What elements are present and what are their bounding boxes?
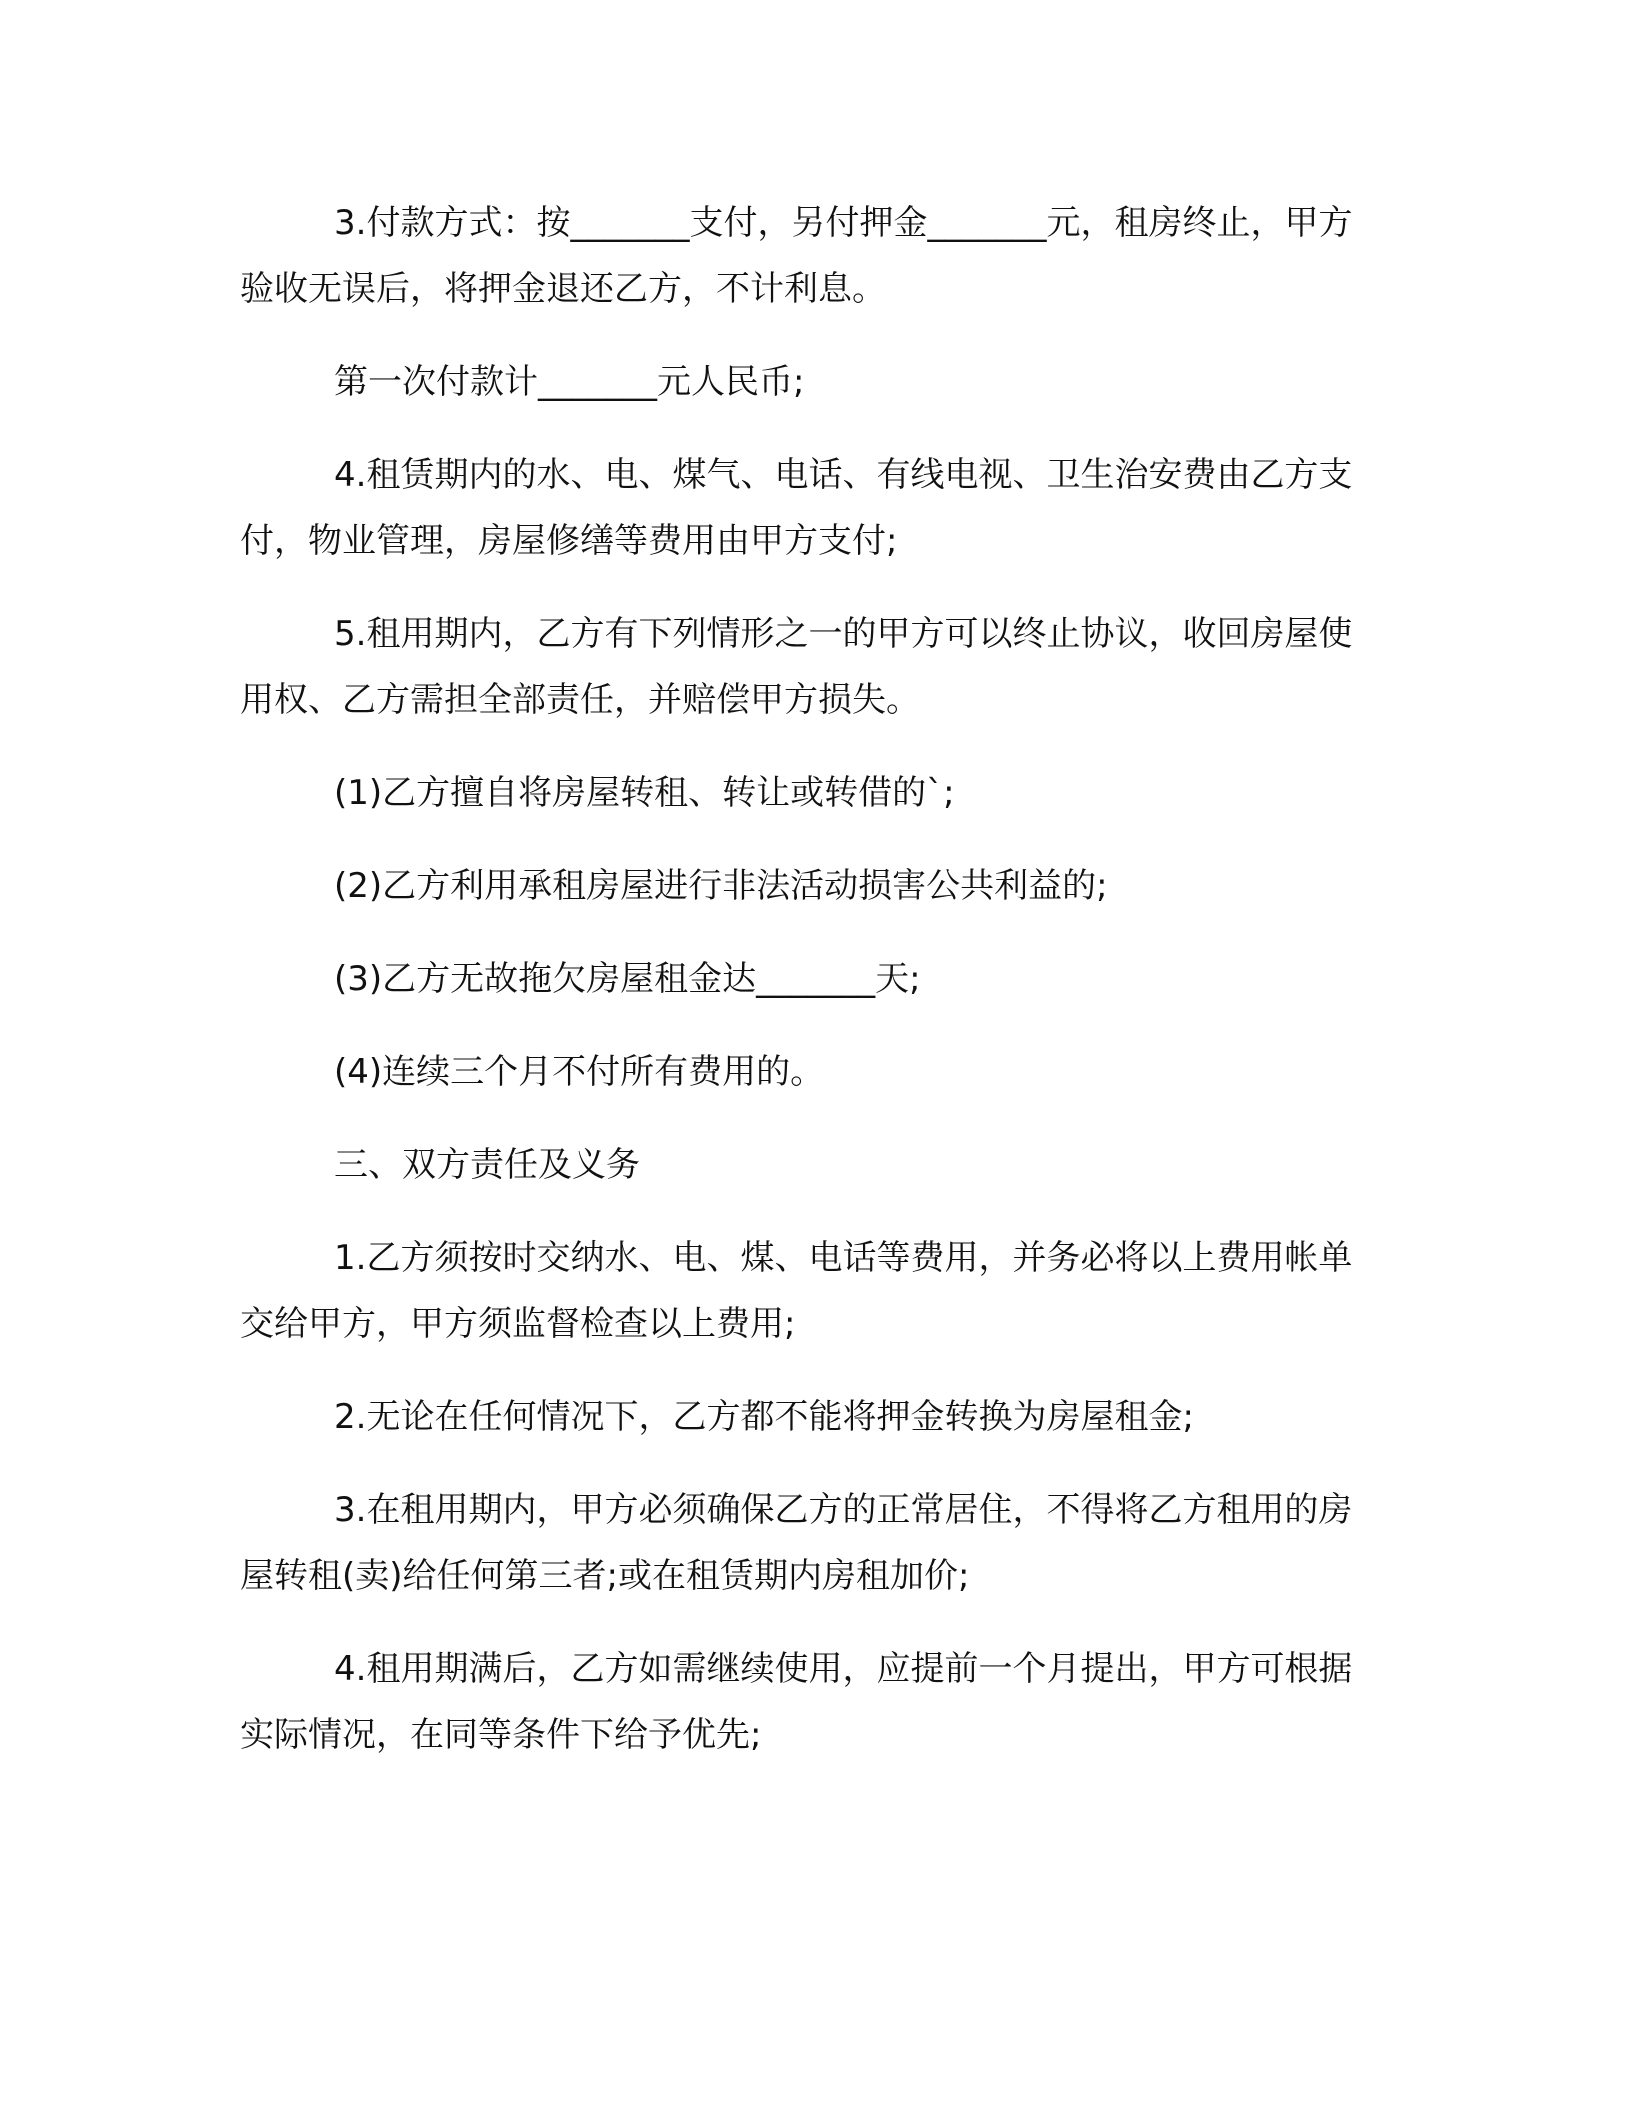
paragraph-utility-fees: 4.租赁期内的水、电、煤气、电话、有线电视、卫生治安费由乙方支付，物业管理，房屋修缮等费用由甲方支付; bbox=[240, 455, 1353, 561]
paragraph-payment-method: 3.付款方式：按_______支付，另付押金_______元，租房终止，甲方验收无误后，将押金退还乙方，不计利息。 bbox=[240, 203, 1353, 309]
paragraph-first-payment: 第一次付款计_______元人民币; bbox=[334, 362, 805, 402]
paragraph-termination-conditions: 5.租用期内，乙方有下列情形之一的甲方可以终止协议，收回房屋使用权、乙方需担全部责任，并赔偿甲方损失。 bbox=[240, 614, 1353, 720]
paragraph-obligation-3: 3.在租用期内，甲方必须确保乙方的正常居住，不得将乙方租用的房屋转租(卖)给任何第三者;或在租赁期内房租加价; bbox=[240, 1490, 1353, 1596]
paragraph-condition-4: (4)连续三个月不付所有费用的。 bbox=[334, 1052, 825, 1092]
paragraph-condition-3: (3)乙方无故拖欠房屋租金达_______天; bbox=[334, 959, 921, 999]
document-body bbox=[240, 190, 1380, 1795]
paragraph-obligation-2: 2.无论在任何情况下，乙方都不能将押金转换为房屋租金; bbox=[334, 1397, 1194, 1437]
paragraph-obligation-4: 4.租用期满后，乙方如需继续使用，应提前一个月提出，甲方可根据实际情况，在同等条件下给予优先; bbox=[240, 1649, 1353, 1755]
paragraph-obligation-1: 1.乙方须按时交纳水、电、煤、电话等费用，并务必将以上费用帐单交给甲方，甲方须监督检查以上费用; bbox=[240, 1238, 1353, 1344]
paragraph-condition-1: (1)乙方擅自将房屋转租、转让或转借的`; bbox=[334, 773, 955, 813]
section-heading-responsibilities: 三、双方责任及义务 bbox=[334, 1145, 640, 1185]
paragraph-condition-2: (2)乙方利用承租房屋进行非法活动损害公共利益的; bbox=[334, 866, 1108, 906]
